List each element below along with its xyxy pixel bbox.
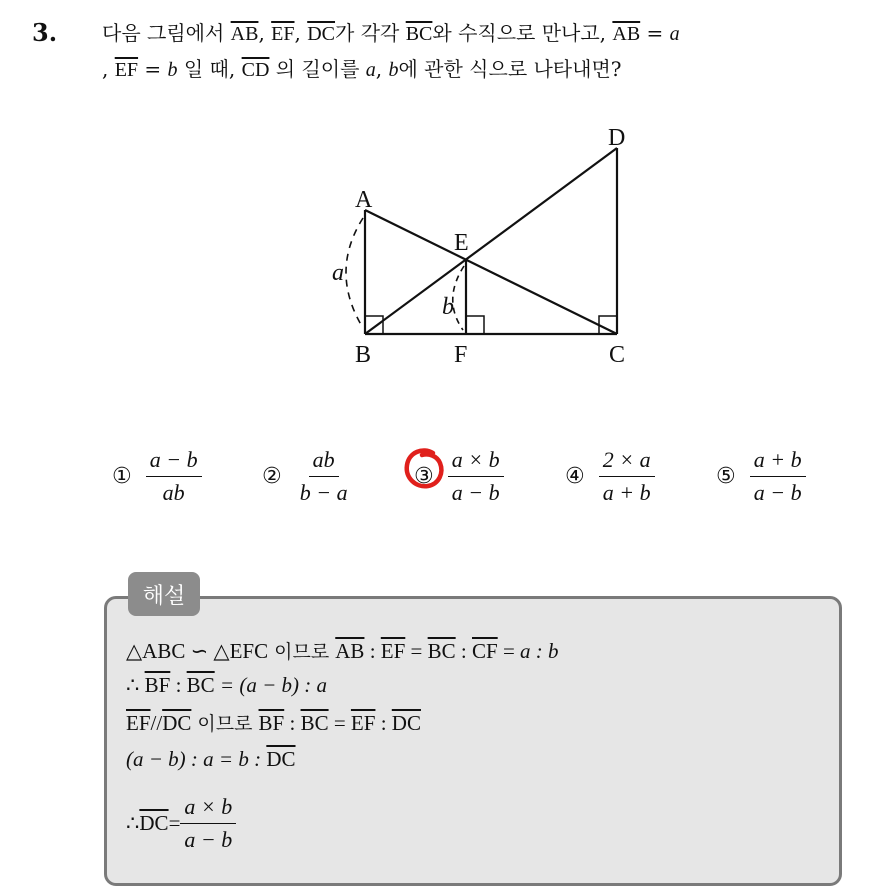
segment-bf: $\overline{BF}$ <box>258 711 285 735</box>
text: : <box>375 711 392 735</box>
text: = <box>405 639 428 663</box>
label-c: C <box>609 342 626 368</box>
therefore: ∴ <box>126 673 145 697</box>
segment-ef: $\overline{EF}$ <box>350 711 376 735</box>
text: = <box>138 57 168 81</box>
choice-fraction <box>750 447 806 506</box>
solution-line-1 <box>126 637 559 664</box>
denominator: a − b <box>753 479 802 505</box>
choice-1[interactable] <box>112 444 202 508</box>
segment-ef: $\overline{EF}$ <box>114 59 139 81</box>
segment-dc: $\overline{DC}$ <box>266 747 296 771</box>
text: 일 때, <box>177 57 242 81</box>
denominator: b − a <box>299 479 348 505</box>
segment-ab: $\overline{AB}$ <box>335 639 365 663</box>
segment-bc: $\overline{BC}$ <box>405 23 433 45</box>
segment-ab: $\overline{AB}$ <box>230 23 259 45</box>
text: 의 길이를 <box>269 57 366 81</box>
answer-circle-mark <box>402 444 448 492</box>
solution-line-3 <box>126 709 421 736</box>
numerator: a × b <box>448 447 504 477</box>
numerator: 2 × a <box>599 447 655 477</box>
segment-dc: $\overline{DC}$ <box>162 711 192 735</box>
choice-number: ④ <box>565 463 585 489</box>
denominator: a − b <box>184 827 233 852</box>
choice-fraction <box>146 447 202 506</box>
choice-fraction <box>599 447 655 506</box>
text: 이므로 <box>268 641 336 663</box>
segment-ab: $\overline{AB}$ <box>612 23 641 45</box>
question-line-2 <box>102 54 622 85</box>
ratio: a : b <box>520 639 559 663</box>
text: : <box>284 711 301 735</box>
text: = <box>328 711 351 735</box>
text: 다음 그림에서 <box>102 21 231 45</box>
var-b: b <box>167 59 178 81</box>
choice-number: ② <box>262 463 282 489</box>
label-d: D <box>608 125 626 151</box>
var-b: b <box>388 59 399 81</box>
label-length-b: b <box>442 294 454 320</box>
segment-bf: $\overline{BF}$ <box>144 673 171 697</box>
choice-fraction <box>296 447 352 506</box>
similar-triangles: △ABC ∽ △EFC <box>126 639 269 663</box>
label-length-a: a <box>332 260 344 286</box>
equation: = (a − b) : a <box>214 673 327 697</box>
segment-ef: $\overline{EF}$ <box>380 639 406 663</box>
var-a: a <box>669 23 680 45</box>
brace-a <box>346 218 363 328</box>
segment-bc: $\overline{BC}$ <box>300 711 329 735</box>
numerator: a × b <box>180 794 236 824</box>
numerator: a − b <box>146 447 202 477</box>
numerator: ab <box>309 447 339 477</box>
text: , <box>102 57 115 81</box>
denominator: a + b <box>602 479 651 505</box>
geometry-figure <box>320 118 650 378</box>
segment-bc: $\overline{BC}$ <box>427 639 456 663</box>
choice-number: ① <box>112 463 132 489</box>
segment-dc: $\overline{DC}$ <box>307 23 336 45</box>
question-number: 3. <box>32 18 58 47</box>
text: = <box>168 811 181 835</box>
label-a: A <box>355 187 373 213</box>
label-e: E <box>454 230 469 256</box>
choice-number: ⑤ <box>716 463 736 489</box>
brace-b <box>453 266 464 330</box>
text: , <box>375 57 389 81</box>
segment-ef: $\overline{EF}$ <box>271 23 295 45</box>
segment-dc: $\overline{DC}$ <box>139 811 169 835</box>
question-line-1 <box>102 18 680 49</box>
text: 에 관한 식으로 나타내면? <box>398 57 622 81</box>
numerator: a + b <box>750 447 806 477</box>
right-angle-mark-f <box>466 316 484 334</box>
text: 가 각각 <box>335 21 406 45</box>
answer-circle-stroke <box>407 450 442 486</box>
text: , <box>294 21 308 45</box>
therefore: ∴ <box>126 811 140 835</box>
solution-line-5 <box>126 794 236 853</box>
choice-fraction <box>448 447 504 506</box>
text: 와 수직으로 만나고, <box>432 21 613 45</box>
choice-5[interactable] <box>716 444 806 508</box>
solution-line-2 <box>126 673 327 698</box>
segment-cd: $\overline{CD}$ <box>241 59 270 81</box>
solution-fraction <box>180 794 236 853</box>
choice-number: ③ <box>414 463 434 489</box>
parallel: // <box>150 711 163 735</box>
choice-2[interactable] <box>262 444 352 508</box>
text: : <box>170 673 187 697</box>
choice-4[interactable] <box>565 444 655 508</box>
text: , <box>258 21 272 45</box>
label-f: F <box>454 342 468 368</box>
right-angle-mark-c <box>599 316 617 334</box>
label-b: B <box>355 342 372 368</box>
segment-cf: $\overline{CF}$ <box>472 639 498 663</box>
var-a: a <box>365 59 376 81</box>
solution-line-4 <box>126 747 296 772</box>
segment-AC <box>365 210 617 334</box>
text: = <box>640 21 670 45</box>
denominator: a − b <box>451 479 500 505</box>
segment-dc: $\overline{DC}$ <box>391 711 421 735</box>
text: 이므로 <box>191 713 259 735</box>
segment-ef: $\overline{EF}$ <box>126 711 151 735</box>
text: = <box>497 639 521 663</box>
segment-bc: $\overline{BC}$ <box>186 673 215 697</box>
solution-tag: 해설 <box>128 572 200 616</box>
text: : <box>364 639 381 663</box>
equation: (a − b) : a = b : <box>126 747 267 771</box>
segment-BD <box>365 148 617 334</box>
denominator: ab <box>162 479 185 505</box>
text: : <box>455 639 472 663</box>
